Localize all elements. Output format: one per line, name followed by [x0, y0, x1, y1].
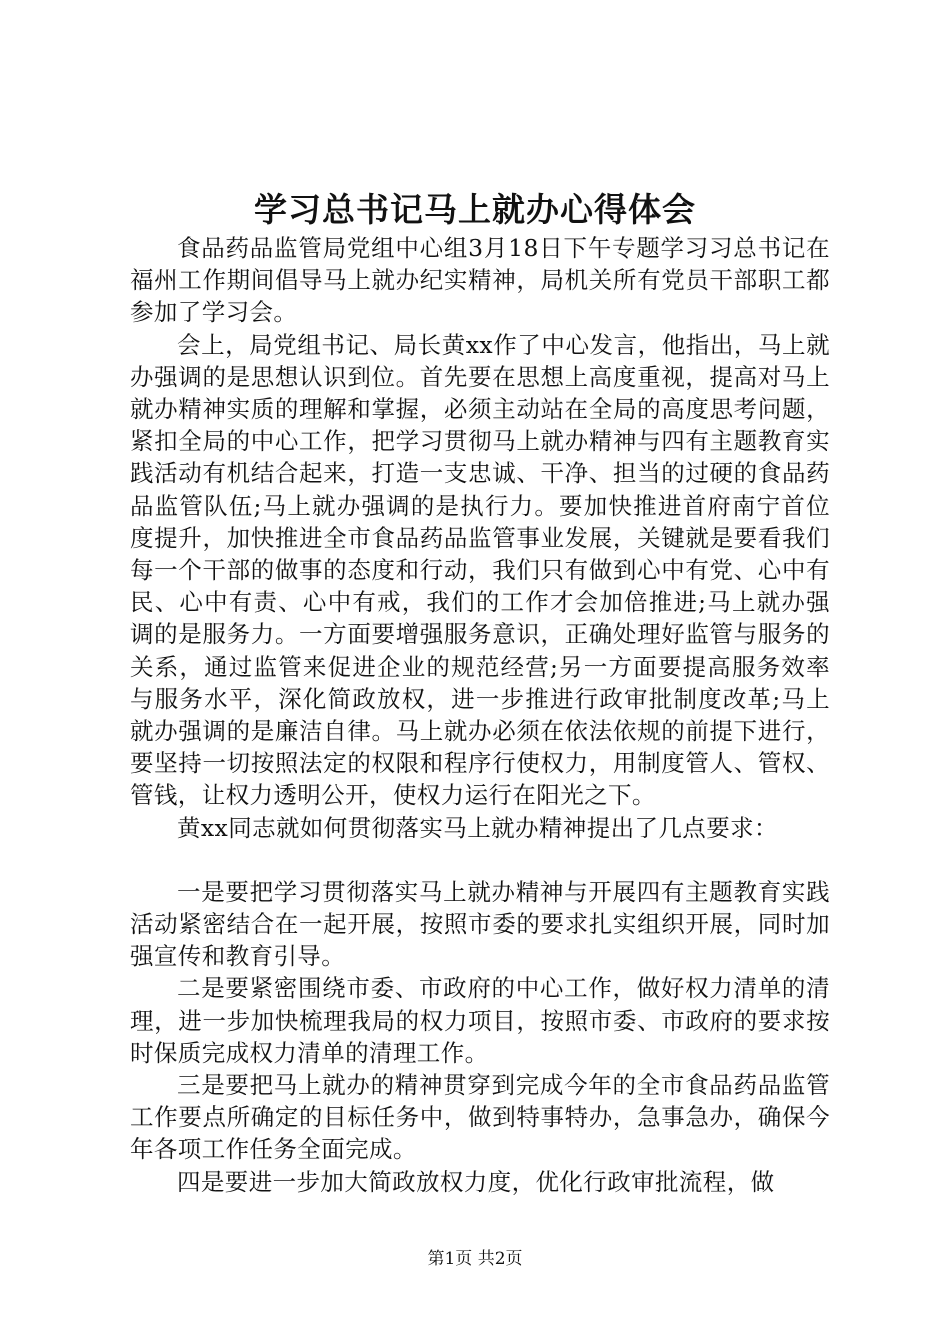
paragraph-4: 一是要把学习贯彻落实马上就办精神与开展四有主题教育实践活动紧密结合在一起开展，按照市委的要求扎实组织开展，同时加强宣传和教育引导。	[130, 877, 830, 971]
document-body	[130, 232, 830, 1198]
page-footer: 第1页 共2页	[427, 1249, 523, 1269]
paragraph-3: 黄xx同志就如何贯彻落实马上就办精神提出了几点要求：	[177, 813, 778, 842]
paragraph-2: 会上，局党组书记、局长黄xx作了中心发言，他指出，马上就办强调的是思想认识到位。首先要在思想上高度重视，提高对马上就办精神实质的理解和掌握，必须主动站在全局的高度思考问题，紧扣全局的中心工作，把学习贯彻马上就办精神与四有主题教育实践活动有机结合起来，打造一支忠诚、干净、担当的过硬的食品药品监管队伍;马上就办强调的是执行力。要加快推进首府南宁首位度提升，加快推进全市食品药品监管事业发展，关键就是要看我们每一个干部的做事的态度和行动，我们只有做到心中有党、心中有民、心中有责、心中有戒，我们的工作才会加倍推进;马上就办强调的是服务力。一方面要增强服务意识，正确处理好监管与服务的关系，通过监管来促进企业的规范经营;另一方面要提高服务效率与服务水平，深化简政放权，进一步推进行政审批制度改革;马上就办强调的是廉洁自律。马上就办必须在依法依规的前提下进行，要坚持一切按照法定的权限和程序行使权力，用制度管人、管权、管钱，让权力透明公开，使权力运行在阳光之下。	[130, 330, 830, 810]
document-title: 学习总书记马上就办心得体会	[254, 190, 696, 229]
paragraph-5: 二是要紧密围绕市委、市政府的中心工作，做好权力清单的清理，进一步加快梳理我局的权力项目，按照市委、市政府的要求按时保质完成权力清单的清理工作。	[130, 974, 830, 1067]
paragraph-6: 三是要把马上就办的精神贯穿到完成今年的全市食品药品监管工作要点所确定的目标任务中，做到特事特办，急事急办，确保今年各项工作任务全面完成。	[130, 1071, 830, 1164]
paragraph-7: 四是要进一步加大简政放权力度，优化行政审批流程，做	[177, 1167, 775, 1196]
paragraph-1: 食品药品监管局党组中心组3月18日下午专题学习习总书记在福州工作期间倡导马上就办纪实精神，局机关所有党员干部职工都参加了学习会。	[130, 234, 830, 327]
